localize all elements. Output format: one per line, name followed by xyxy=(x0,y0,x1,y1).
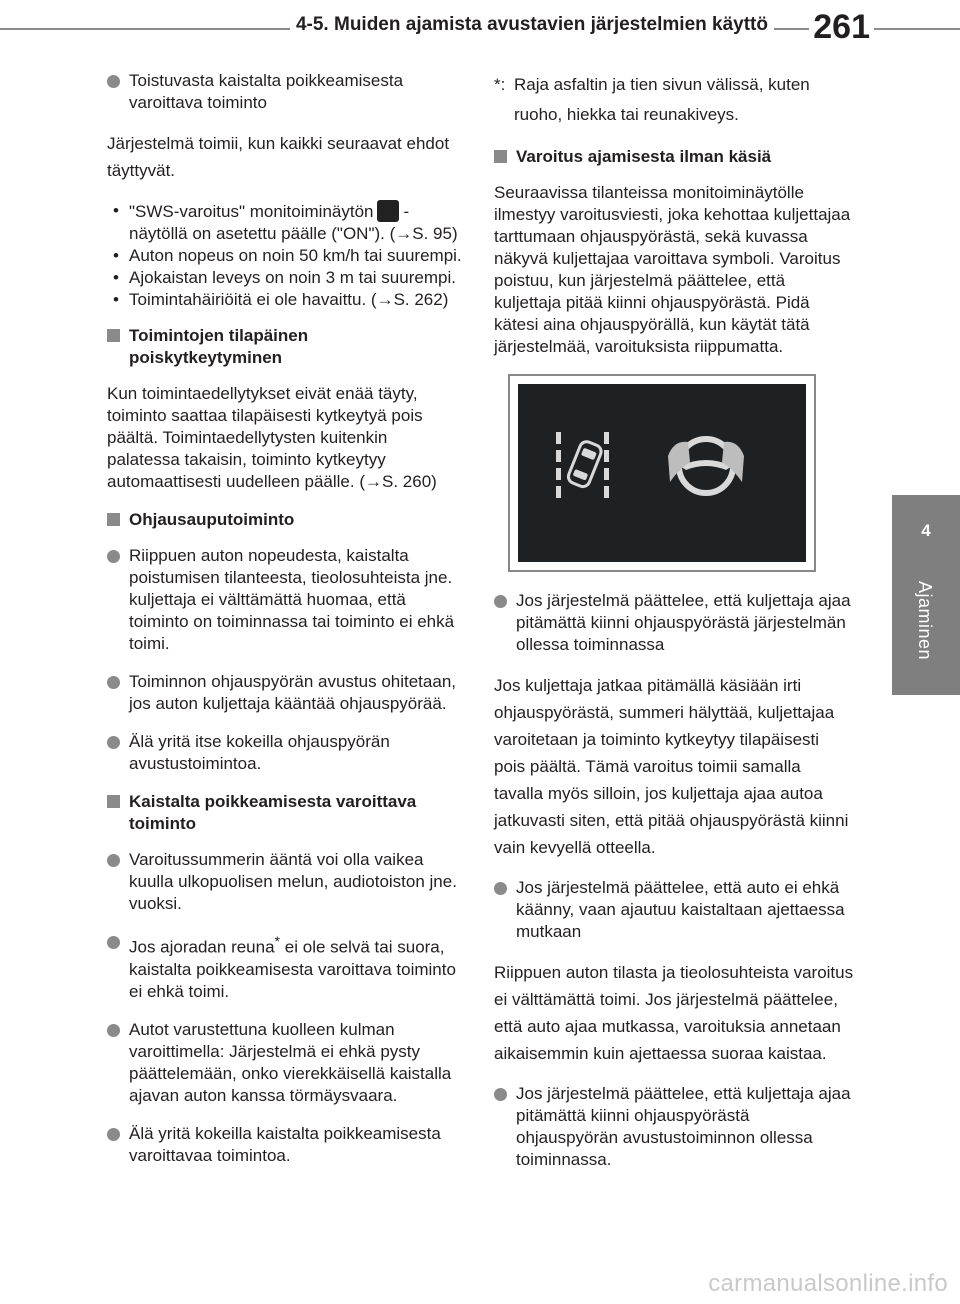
watermark-text: carmanualsonline.info xyxy=(708,1270,948,1297)
list-item: • Auton nopeus on noin 50 km/h tai suurempi. xyxy=(107,245,463,267)
paragraph: Jos kuljettaja jatkaa pitämällä käsiään irti ohjauspyörästä, summeri hälyttää, kuljettajaa varoitetaan ja toiminto kytkeytyy tilapäisesti pois päältä. Tämä varoitus toimii samalla tavalla myös silloin, jos kuljettaja ajaa autoa jatkuvasti siten, että pitää ohjauspyörästä kiinni vain kevyellä otteella. xyxy=(494,676,849,857)
bullet-item: Älä yritä itse kokeilla ohjauspyörän avustustoimintoa. xyxy=(107,731,463,775)
bullet-item xyxy=(107,931,463,1003)
warning-display-figure xyxy=(508,374,816,572)
bullet-item: Toistuvasta kaistalta poikkeamisesta varoittava toiminto xyxy=(107,70,463,114)
bullet-text: ei ole selvä tai suora, kaistalta poikkeamisesta varoittava toiminto ei ehkä toimi. xyxy=(129,937,456,1001)
bullet-item: Toiminnon ohjauspyörän avustus ohitetaan, jos auton kuljettaja kääntää ohjauspyörää. xyxy=(107,671,463,715)
section-heading: Toimintojen tilapäinen poiskytkeytyminen xyxy=(107,325,463,369)
bullet-item: Jos järjestelmä päättelee, että kuljettaja ajaa pitämättä kiinni ohjauspyörästä järjestelmän ollessa toiminnassa xyxy=(494,590,854,656)
footnote-mark: *: xyxy=(494,75,506,94)
multi-information-display xyxy=(518,384,806,562)
condition-list xyxy=(107,200,463,311)
section-heading: Kaistalta poikkeamisesta varoittava toiminto xyxy=(107,791,463,835)
footnote-text: Raja asfaltin ja tien sivun välissä, kuten ruoho, hiekka tai reunakiveys. xyxy=(514,75,810,124)
paragraph: Kun toimintaedellytykset eivät enää täyty, toiminto saattaa tilapäisesti kytkeytyä pois päältä. Toimintaedellytysten kuitenkin palatessa takaisin, toiminto kytkeytyy automaattisesti uudelleen päälle. (→S. 260) xyxy=(107,384,437,491)
paragraph: Järjestelmä toimii, kun kaikki seuraavat ehdot täyttyvät. xyxy=(107,134,450,180)
settings-gear-icon xyxy=(377,200,399,222)
list-item-text: -näytöllä on asetettu päälle ("ON"). (→S. 95) xyxy=(129,202,458,243)
bullet-item: Älä yritä kokeilla kaistalta poikkeamisesta varoittavaa toimintoa. xyxy=(107,1123,463,1167)
section-heading: Ohjausauputoiminto xyxy=(107,509,463,531)
bullet-item: Jos järjestelmä päättelee, että auto ei ehkä käänny, vaan ajautuu kaistaltaan ajettaessa mutkaan xyxy=(494,877,854,943)
list-item xyxy=(107,200,463,245)
paragraph: Seuraavissa tilanteissa monitoiminäytölle ilmestyy varoitusviesti, joka kehottaa kuljettajaa tarttumaan ohjauspyörästä, sekä kuvassa näkyvä kuljettajaa varoittava symboli. Varoitus poistuu, kun järjestelmä päättelee, että kuljettaja pitää kiinni ohjauspyörästä. Pidä kätesi aina ohjauspyörällä, kun käytät tätä järjestelmää, varoituksista riippumatta. xyxy=(494,183,851,356)
section-title: 4-5. Muiden ajamista avustavien järjestelmien käyttö xyxy=(290,14,774,36)
lane-departure-icon xyxy=(556,432,609,498)
chapter-label: Ajaminen xyxy=(915,581,935,661)
list-item: • Ajokaistan leveys on noin 3 m tai suurempi. xyxy=(107,267,463,289)
paragraph: Riippuen auton tilasta ja tieolosuhteista varoitus ei välttämättä toimi. Jos järjestelmä päättelee, että auto ajaa mutkassa, varoituksia annetaan aikaisemmin kuin ajettaessa suoraa kaistaa. xyxy=(494,963,854,1063)
page-number: 261 xyxy=(809,8,874,47)
left-column xyxy=(107,70,463,1183)
chapter-tab xyxy=(892,495,960,695)
list-item: • Toimintahäiriöitä ei ole havaittu. (→S. 262) xyxy=(107,289,463,311)
list-item-text: "SWS-varoitus" monitoiminäytön xyxy=(129,202,374,221)
footnote xyxy=(494,70,854,130)
bullet-item: Jos järjestelmä päättelee, että kuljettaja ajaa pitämättä kiinni ohjauspyörästä ohjauspyörän avustustoiminnon ollessa toiminnassa. xyxy=(494,1083,854,1171)
section-heading: Varoitus ajamisesta ilman käsiä xyxy=(494,146,854,168)
right-column xyxy=(494,70,854,1187)
bullet-item: Autot varustettuna kuolleen kulman varoittimella: Järjestelmä ei ehkä pysty päättelemään, onko vierekkäisellä kaistalla ajavan auton kanssa törmäysvaara. xyxy=(107,1019,463,1107)
hands-on-wheel-icon xyxy=(668,439,744,493)
page-header xyxy=(0,0,960,80)
chapter-number: 4 xyxy=(921,521,931,540)
bullet-text: Jos ajoradan reuna xyxy=(129,937,275,957)
footnote-marker: * xyxy=(274,934,281,950)
bullet-item: Riippuen auton nopeudesta, kaistalta poistumisen tilanteesta, tieolosuhteista jne. kuljettaja ei välttämättä huomaa, että toiminto on toiminnassa tai toiminto ei ehkä toimi. xyxy=(107,545,463,655)
hands-off-warning-illustration xyxy=(518,384,790,546)
bullet-item: Varoitussummerin ääntä voi olla vaikea kuulla ulkopuolisen melun, audiotoiston jne. vuoksi. xyxy=(107,849,463,915)
